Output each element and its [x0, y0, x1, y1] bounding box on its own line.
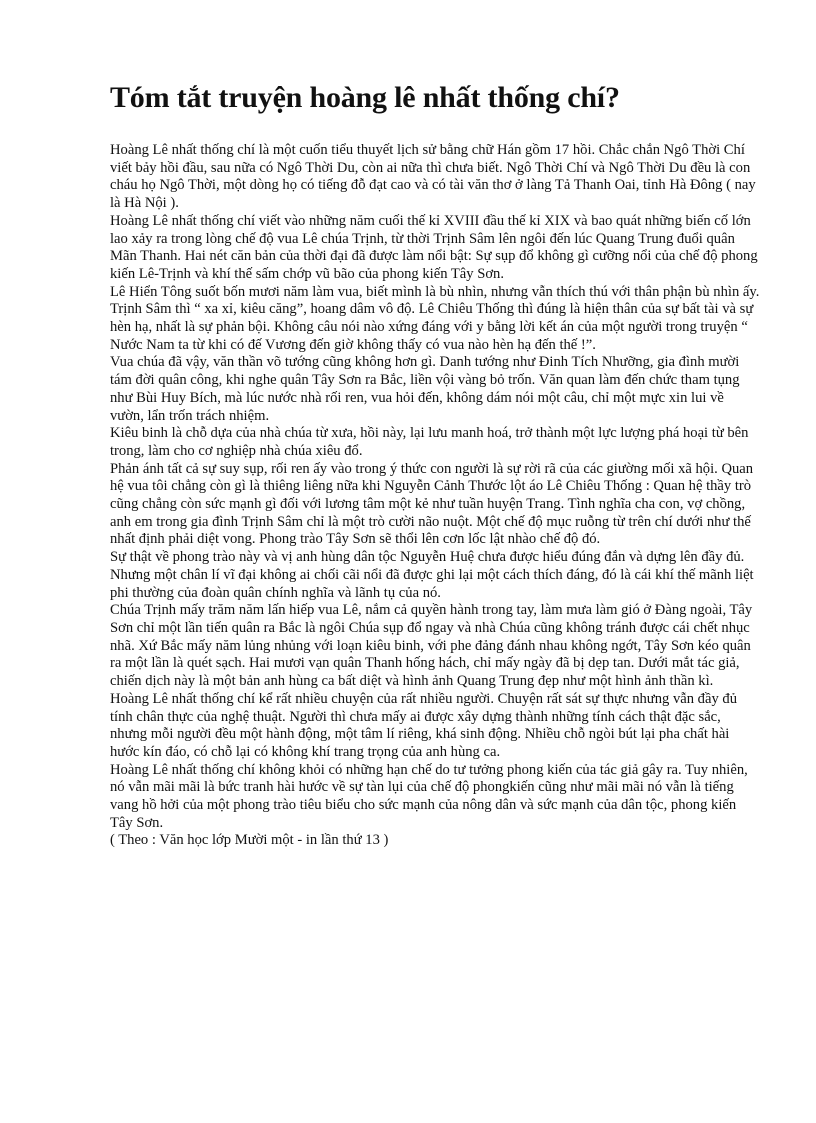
paragraph-tay-son-campaign: Chúa Trịnh mấy trăm năm lấn hiếp vua Lê, nắm cả quyền hành trong tay, làm mưa làm gió ở Đàng ngoài, Tây Sơn chỉ một lần tiến quân ra Bắc là ngôi Chúa sụp đổ ngay và nhà Chúa cũng không tránh được cái chết nhục nhã. Xứ Bắc mấy năm lủng nhủng với loạn kiêu binh, với phe đảng đánh nhau không ngớt, Tây Sơn kéo quân ra một lần là quét sạch. Hai mươi vạn quân Thanh hống hách, chỉ mấy ngày đã bị dẹp tan. Dưới mắt tác giả, chiến dịch này là một bản anh hùng ca bất diệt và hình ảnh Quang Trung đẹp như một hình ảnh thần kì. — [110, 602, 753, 690]
document-body — [110, 142, 760, 850]
paragraph-le-trinh-rulers: Lê Hiển Tông suốt bốn mươi năm làm vua, biết mình là bù nhìn, nhưng vẫn thích thú với thân phận bù nhìn ấy. Trịnh Sâm thì “ xa xỉ, kiêu căng”, hoang dâm vô độ. Lê Chiêu Thống thì đúng là hiện thân của sự bất tài và sự hèn hạ, nhất là sự phản bội. Không câu nói nào xứng đáng với y bằng lời kết án của một người trong truyện “ Nước Nam ta từ khi có đế Vương đến giờ không thấy có vua nào hèn hạ đến thế !”. — [110, 283, 760, 353]
paragraph-historical-scope: Hoàng Lê nhất thống chí viết vào những năm cuối thế kỉ XVIII đầu thế kỉ XIX và bao quát những biến cố lớn lao xảy ra trong lòng chế độ vua Lê chúa Trịnh, từ thời Trịnh Sâm lên ngôi đến lúc Quang Trung đuổi quân Mãn Thanh. Hai nét căn bản của thời đại đã được làm nổi bật: Sự sụp đổ không gì cưỡng nổi của chế độ phong kiến Lê-Trịnh và khí thế sấm chớp vũ bão của phong kiến Tây Sơn. — [110, 212, 758, 282]
paragraph-officials: Vua chúa đã vậy, văn thần võ tướng cũng không hơn gì. Danh tướng như Đinh Tích Nhưỡng, gia đình mười tám đời quân công, khi nghe quân Tây Sơn ra Bắc, liền vội vàng bỏ trốn. Văn quan làm đến chức tham tụng như Bùi Huy Bích, mà lúc nước nhà rối ren, vua hỏi đến, không dám nói một câu, chỉ một mực xin lui về vườn, lẩn trốn trách nhiệm. — [110, 354, 740, 424]
paragraph-source-citation: ( Theo : Văn học lớp Mười một - in lần thứ 13 ) — [110, 832, 389, 849]
paragraph-nguyen-hue: Sự thật về phong trào này và vị anh hùng dân tộc Nguyễn Huệ chưa được hiểu đúng đắn và dựng lên đầy đủ. Nhưng một chân lí vĩ đại không ai chối cãi nổi đã được ghi lại một cách thích đáng, đó là cái khí thế mãnh liệt phi thường của đoàn quân chính nghĩa và lãnh tụ của nó. — [110, 549, 754, 601]
paragraph-limitations: Hoàng Lê nhất thống chí không khỏi có những hạn chế do tư tưởng phong kiến của tác giả gây ra. Tuy nhiên, nó vẫn mãi mãi là bức tranh hài hước về sự tàn lụi của chế độ phongkiến cũng như mãi mãi nó vẫn là tiếng vang hồ hởi của một phong trào tiêu biểu cho sức mạnh của nông dân và sức mạnh của dân tộc, phong kiến Tây Sơn. — [110, 761, 748, 831]
document-title: Tóm tắt truyện hoàng lê nhất thống chí? — [110, 81, 620, 114]
paragraph-kieu-binh: Kiêu binh là chỗ dựa của nhà chúa từ xưa, hồi này, lại lưu manh hoá, trở thành một lực lượng phá hoại từ bên trong, làm cho cơ nghiệp nhà chúa xiêu đổ. — [110, 425, 749, 459]
document-page — [110, 78, 760, 850]
paragraph-artistic-value: Hoàng Lê nhất thống chí kể rất nhiều chuyện của rất nhiều người. Chuyện rất sát sự thực nhưng vẫn đầy đủ tính chân thực của nghệ thuật. Người thì chưa mấy ai được xây dựng thành những tính cách thật đặc sắc, nhưng mỗi người đều một hành động, một tâm lí riêng, khá sinh động. Nhiều chỗ ngòi bút lại pha chất hài hước kín đáo, có chỗ lại có không khí trang trọng của anh hùng ca. — [110, 690, 737, 760]
paragraph-social-decay: Phản ánh tất cả sự suy sụp, rối ren ấy vào trong ý thức con người là sự rời rã của các giường mối xã hội. Quan hệ vua tôi chẳng còn gì là thiêng liêng nữa khi Nguyễn Cảnh Thước lột áo Lê Chiêu Thống : Quan hệ thầy trò cũng chẳng còn sức mạnh gì đối với lương tâm một kẻ như tuần huyện Trang. Tình nghĩa cha con, vợ chồng, anh em trong gia đình Trịnh Sâm chỉ là một trò cười não nuột. Một chế độ mục ruỗng từ trên chí dưới như thế nhất định phải diệt vong. Phong trào Tây Sơn sẽ thổi lên cơn lốc lật nhào chế độ đó. — [110, 460, 754, 548]
paragraph-author-intro: Hoàng Lê nhất thống chí là một cuốn tiểu thuyết lịch sử bằng chữ Hán gồm 17 hồi. Chắc chắn Ngô Thời Chí viết bảy hồi đầu, sau nữa có Ngô Thời Du, còn ai nữa thì chưa biết. Ngô Thời Chí và Ngô Thời Du đều là con cháu họ Ngô Thời, một dòng họ có tiếng đỗ đạt cao và có tài văn thơ ở làng Tả Thanh Oai, tỉnh Hà Đông ( nay là Hà Nội ). — [110, 142, 756, 212]
